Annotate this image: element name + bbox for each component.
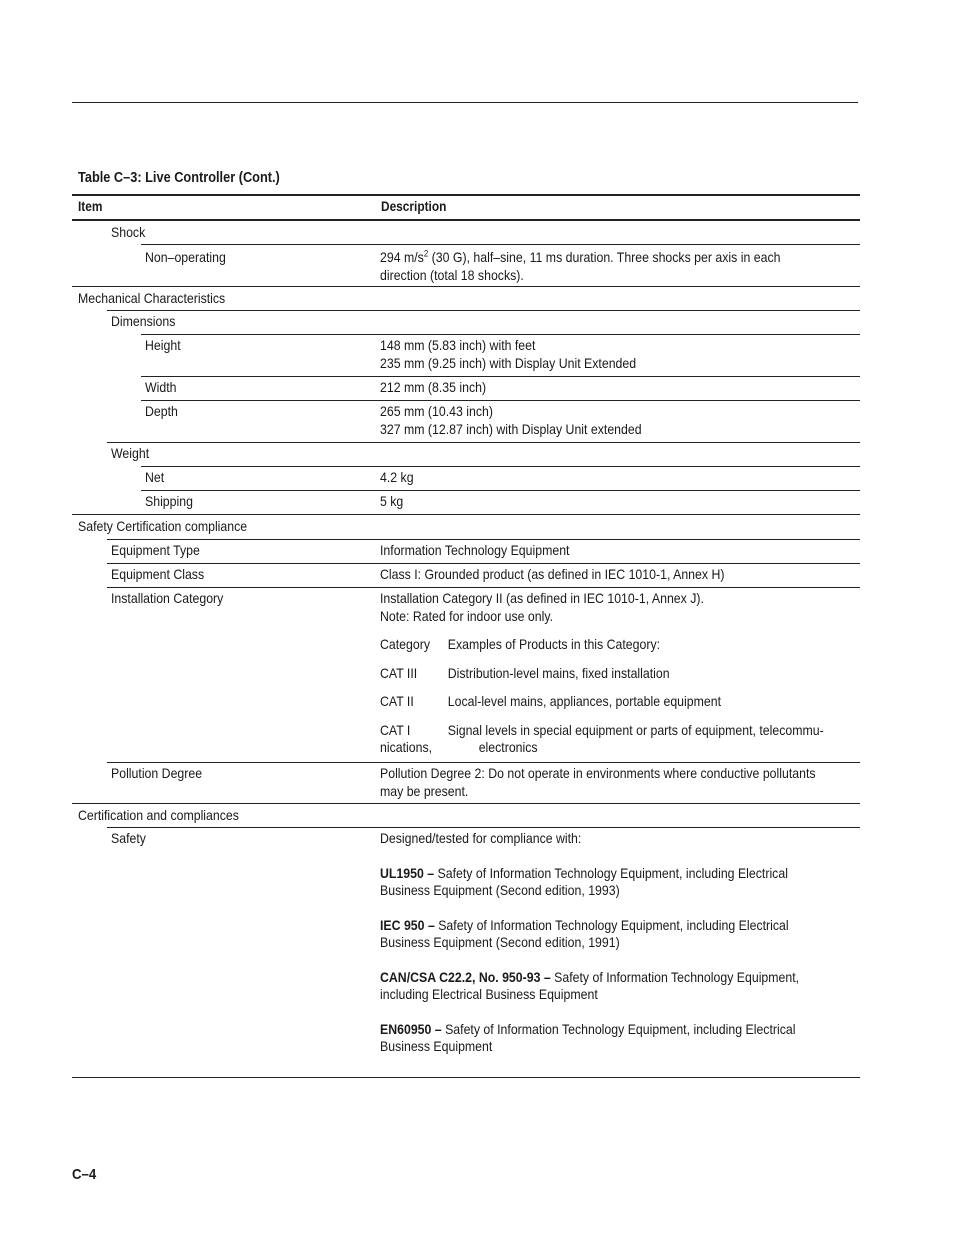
row-item: Weight [111, 445, 150, 461]
row-item: Equipment Class [111, 566, 205, 582]
table-row [72, 804, 860, 827]
row-description: 212 mm (8.35 inch) [380, 379, 487, 395]
row-item: Shock [111, 224, 146, 240]
row-description: Designed/tested for compliance with: UL1950 – Safety of Information Technology Equipment, including Electrical Business Equipment (Second edition, 1993) IEC 950 – Safety of Information Technology Equipment, including Electrical Business Equipment (Second edition, 1991) CAN/CSA C22.2, No. 950-93 – Safety of Information Technology Equipment, including Electrical Business Equipment EN60950 – Safety of Information Technology Equipment, including Electrical Business Equipment [380, 830, 800, 1054]
table-row [72, 442, 860, 466]
row-item: Certification and compliances [78, 807, 239, 823]
page-number: C–4 [72, 1166, 97, 1183]
row-item: Net [145, 469, 165, 485]
table-row [72, 563, 860, 587]
table-row [72, 287, 860, 310]
row-description: 5 kg [380, 493, 404, 509]
table-row [72, 376, 860, 400]
table-row [72, 490, 860, 515]
row-item: Equipment Type [111, 542, 200, 558]
header-description: Description [381, 199, 447, 214]
row-description: Class I: Grounded product (as defined in IEC 1010-1, Annex H) [380, 566, 725, 582]
row-item: Height [145, 337, 181, 353]
row-item: Safety [111, 830, 146, 846]
row-item: Non–operating [145, 249, 226, 265]
header-item: Item [78, 199, 103, 214]
row-item: Depth [145, 403, 178, 419]
row-description: Information Technology Equipment [380, 542, 570, 558]
row-item: Pollution Degree [111, 765, 203, 781]
table-row [72, 221, 860, 244]
spec-table [72, 194, 860, 1078]
row-description: 148 mm (5.83 inch) with feet 235 mm (9.25 inch) with Display Unit Extended [380, 337, 637, 371]
table-row [72, 762, 860, 804]
table-row [72, 587, 860, 762]
row-item: Width [145, 379, 177, 395]
row-description: 294 $m/s^2$ (30 G), half–sine, 11 ms duration. Three shocks per axis in each direction (total 18 shocks). [380, 248, 781, 283]
table-row [72, 515, 860, 539]
row-item: Installation Category [111, 590, 224, 606]
table-row [72, 827, 860, 1078]
table-row [72, 310, 860, 334]
table-caption: Table C–3: Live Controller (Cont.) [78, 170, 280, 186]
table-row [72, 244, 860, 287]
header-rule [72, 102, 858, 103]
table-row [72, 334, 860, 376]
row-item: Shipping [145, 493, 193, 509]
row-item: Mechanical Characteristics [78, 290, 226, 306]
row-description: Installation Category II (as defined in IEC 1010-1, Annex J). Note: Rated for indoor use only. Category Examples of Products in this Category: CAT III Distribution-level mains, fixed installation CAT II Local-level mains, appliances, portable equipment CAT I Signal levels in special equipment or parts of equipment, telecommu- nications, electronics [380, 590, 824, 755]
table-row [72, 400, 860, 442]
row-description: Pollution Degree 2: Do not operate in environments where conductive pollutants may be present. [380, 765, 816, 799]
row-description: 265 mm (10.43 inch) 327 mm (12.87 inch) with Display Unit extended [380, 403, 642, 437]
table-header [72, 194, 860, 221]
row-description: 4.2 kg [380, 469, 414, 485]
row-item: Dimensions [111, 313, 176, 329]
table-row [72, 466, 860, 490]
row-item: Safety Certification compliance [78, 518, 248, 534]
table-row [72, 539, 860, 563]
